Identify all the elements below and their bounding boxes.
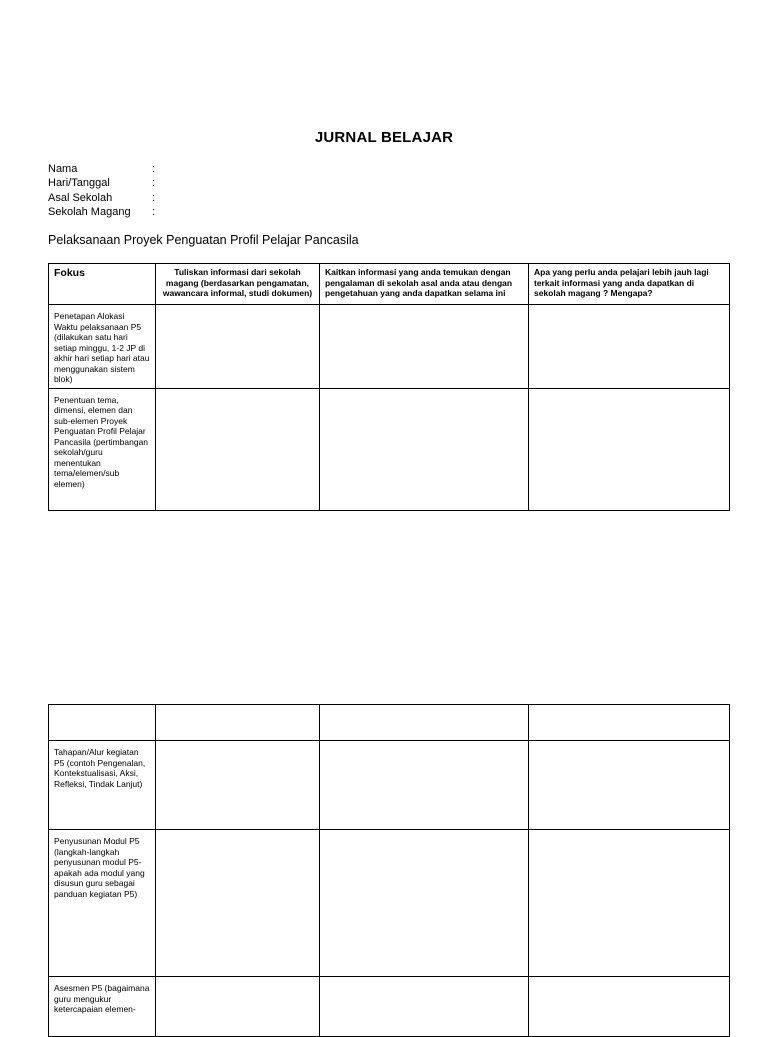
empty-header-cell bbox=[320, 705, 529, 741]
answer-cell[interactable] bbox=[529, 741, 730, 830]
answer-cell[interactable] bbox=[320, 977, 529, 1037]
answer-cell[interactable] bbox=[156, 830, 320, 977]
table-row bbox=[49, 305, 730, 389]
journal-table-1 bbox=[48, 263, 730, 511]
fokus-cell: Penyusunan Modul P5 (langkah-langkah penyusunan modul P5-apakah ada modul yang disusun guru sebagai panduan kegiatan P5) bbox=[49, 830, 156, 977]
table-header-row-empty bbox=[49, 705, 730, 741]
section-title: Pelaksanaan Proyek Penguatan Profil Pelajar Pancasila bbox=[48, 233, 359, 247]
info-label: Hari/Tanggal bbox=[48, 177, 110, 190]
fokus-cell: Penentuan tema, dimensi, elemen dan sub-elemen Proyek Penguatan Profil Pelajar Pancasila (pertimbangan sekolah/guru menentukan tema/elemen/sub elemen) bbox=[49, 388, 156, 510]
info-row-sekolah-magang bbox=[48, 205, 155, 219]
answer-cell[interactable] bbox=[529, 305, 730, 389]
table-row bbox=[49, 977, 730, 1037]
answer-cell[interactable] bbox=[320, 741, 529, 830]
identity-fields bbox=[48, 162, 155, 220]
fokus-cell: Penetapan Alokasi Waktu pelaksanaan P5 (dilakukan satu hari setiap minggu, 1-2 JP di akhir hari setiap hari atau menggunakan sistem blok) bbox=[49, 305, 156, 389]
header-kaitkan-informasi: Kaitkan informasi yang anda temukan dengan pengalaman di sekolah asal anda atau dengan pengetahuan yang anda dapatkan selama ini bbox=[320, 264, 529, 305]
info-row-nama bbox=[48, 162, 155, 176]
info-row-asal-sekolah bbox=[48, 191, 155, 205]
answer-cell[interactable] bbox=[156, 741, 320, 830]
answer-cell[interactable] bbox=[529, 977, 730, 1037]
empty-header-cell bbox=[156, 705, 320, 741]
info-separator: : bbox=[152, 191, 156, 204]
info-row-hari-tanggal bbox=[48, 176, 155, 190]
answer-cell[interactable] bbox=[529, 388, 730, 510]
journal-table-2 bbox=[48, 704, 730, 1037]
table-row bbox=[49, 741, 730, 830]
answer-cell[interactable] bbox=[156, 977, 320, 1037]
fokus-cell: Tahapan/Alur kegiatan P5 (contoh Pengenalan, Kontekstualisasi, Aksi, Refleksi, Tindak Lanjut) bbox=[49, 741, 156, 830]
info-separator: : bbox=[152, 177, 156, 190]
answer-cell[interactable] bbox=[320, 388, 529, 510]
empty-header-cell bbox=[529, 705, 730, 741]
table-header-row bbox=[49, 264, 730, 305]
header-informasi-sekolah: Tuliskan informasi dari sekolah magang (berdasarkan pengamatan, wawancara informal, studi dokumen) bbox=[156, 264, 320, 305]
info-separator: : bbox=[152, 163, 156, 175]
header-fokus: Fokus bbox=[49, 264, 156, 305]
header-pelajari-lebih-jauh: Apa yang perlu anda pelajari lebih jauh lagi terkait informasi yang anda dapatkan di sekolah magang ? Mengapa? bbox=[529, 264, 730, 305]
answer-cell[interactable] bbox=[529, 830, 730, 977]
empty-header-cell bbox=[49, 705, 156, 741]
fokus-cell: Asesmen P5 (bagaimana guru mengukur ketercapaian elemen- bbox=[49, 977, 156, 1037]
info-separator: : bbox=[152, 206, 156, 219]
info-label: Asal Sekolah bbox=[48, 191, 113, 204]
answer-cell[interactable] bbox=[156, 305, 320, 389]
table-row bbox=[49, 830, 730, 977]
table-row bbox=[49, 388, 730, 510]
answer-cell[interactable] bbox=[320, 305, 529, 389]
answer-cell[interactable] bbox=[156, 388, 320, 510]
info-label: Sekolah Magang bbox=[48, 206, 131, 219]
info-label: Nama bbox=[48, 163, 78, 175]
answer-cell[interactable] bbox=[320, 830, 529, 977]
page-title: JURNAL BELAJAR bbox=[314, 129, 454, 146]
